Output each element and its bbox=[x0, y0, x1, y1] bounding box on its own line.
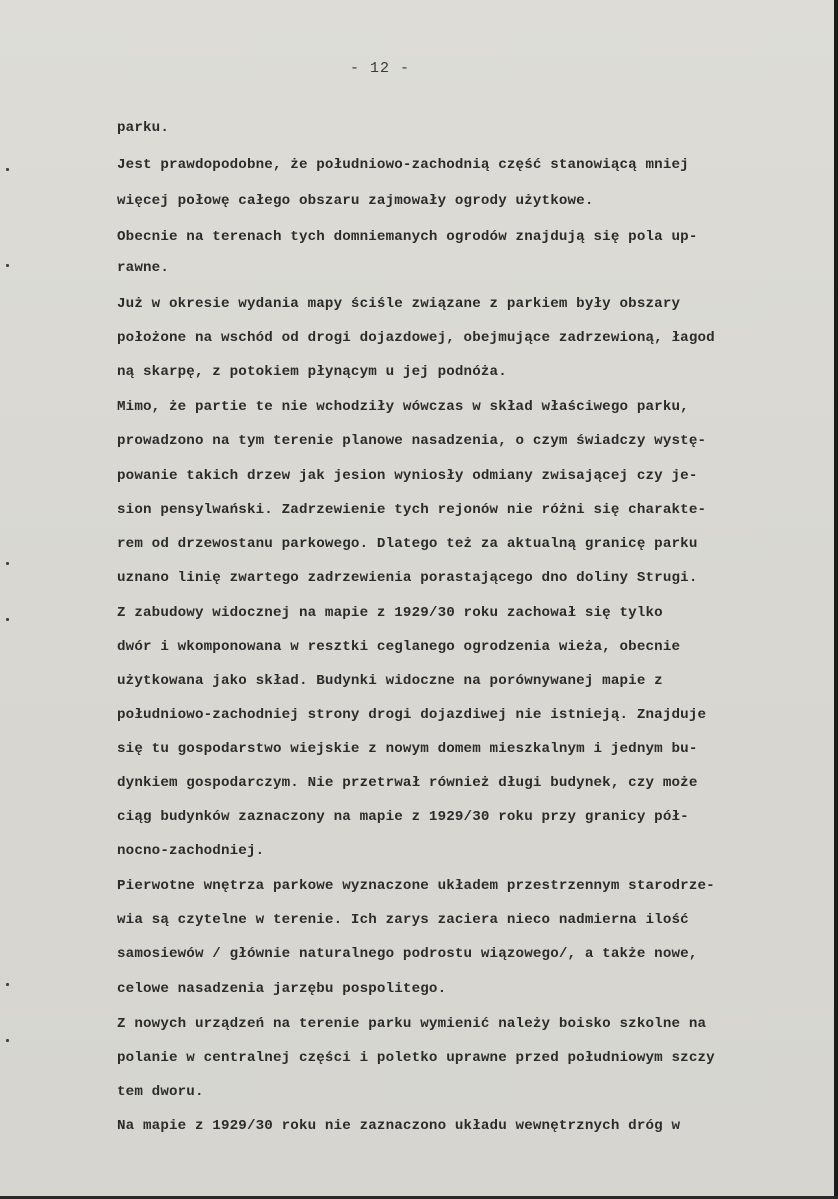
text-line: ną skarpę, z potokiem płynącym u jej podnóża. bbox=[117, 364, 507, 380]
text-line: dynkiem gospodarczym. Nie przetrwał również długi budynek, czy może bbox=[117, 775, 698, 791]
text-line: sion pensylwański. Zadrzewienie tych rejonów nie różni się charakte- bbox=[117, 502, 707, 518]
text-line: uznano linię zwartego zadrzewienia porastającego dno doliny Strugi. bbox=[117, 570, 698, 586]
text-line: Jest prawdopodobne, że południowo-zachodnią część stanowiącą mniej bbox=[117, 157, 689, 173]
text-line: Pierwotne wnętrza parkowe wyznaczone układem przestrzennym starodrze- bbox=[117, 878, 715, 894]
text-line: dwór i wkomponowana w resztki ceglanego ogrodzenia wieża, obecnie bbox=[117, 639, 681, 655]
margin-mark bbox=[6, 264, 9, 267]
text-line: południowo-zachodniej strony drogi dojazdiwej nie istnieją. Znajduje bbox=[117, 707, 707, 723]
text-line: rawne. bbox=[117, 260, 169, 276]
text-line: prowadzono na tym terenie planowe nasadzenia, o czym świadczy wystę- bbox=[117, 433, 707, 449]
text-line: parku. bbox=[117, 120, 169, 136]
text-line: Z zabudowy widocznej na mapie z 1929/30 roku zachował się tylko bbox=[117, 605, 663, 621]
margin-mark bbox=[6, 1039, 9, 1042]
margin-mark bbox=[6, 983, 9, 986]
margin-mark bbox=[6, 618, 9, 621]
text-line: użytkowana jako skład. Budynki widoczne na porównywanej mapie z bbox=[117, 673, 663, 689]
text-line: tem dworu. bbox=[117, 1084, 204, 1100]
margin-mark bbox=[6, 562, 9, 565]
text-line: samosiewów / głównie naturalnego podrostu wiązowego/, a także nowe, bbox=[117, 946, 698, 962]
text-line: Już w okresie wydania mapy ściśle związane z parkiem były obszary bbox=[117, 296, 681, 312]
text-line: Mimo, że partie te nie wchodziły wówczas w skład właściwego parku, bbox=[117, 399, 689, 415]
text-line: celowe nasadzenia jarzębu pospolitego. bbox=[117, 981, 447, 997]
text-line: Z nowych urządzeń na terenie parku wymienić należy boisko szkolne na bbox=[117, 1016, 707, 1032]
text-line: powanie takich drzew jak jesion wyniosły odmiany zwisającej czy je- bbox=[117, 468, 698, 484]
scan-edge-right bbox=[834, 0, 838, 1199]
text-line: nocno-zachodniej. bbox=[117, 843, 265, 859]
text-line: Obecnie na terenach tych domniemanych ogrodów znajdują się pola up- bbox=[117, 229, 698, 245]
page-number: - 12 - bbox=[349, 60, 410, 77]
text-line: się tu gospodarstwo wiejskie z nowym domem mieszkalnym i jednym bu- bbox=[117, 741, 698, 757]
text-line: polanie w centralnej części i poletko uprawne przed południowym szczy bbox=[117, 1050, 715, 1066]
text-line: ciąg budynków zaznaczony na mapie z 1929/30 roku przy granicy pół- bbox=[117, 809, 689, 825]
text-line: wia są czytelne w terenie. Ich zarys zaciera nieco nadmierna ilość bbox=[117, 912, 689, 928]
text-line: położone na wschód od drogi dojazdowej, obejmujące zadrzewioną, łagod bbox=[117, 330, 715, 346]
text-line: więcej połowę całego obszaru zajmowały ogrody użytkowe. bbox=[117, 193, 594, 209]
text-line: Na mapie z 1929/30 roku nie zaznaczono układu wewnętrznych dróg w bbox=[117, 1118, 681, 1134]
text-line: rem od drzewostanu parkowego. Dlatego też za aktualną granicę parku bbox=[117, 536, 698, 552]
margin-mark bbox=[6, 168, 9, 171]
